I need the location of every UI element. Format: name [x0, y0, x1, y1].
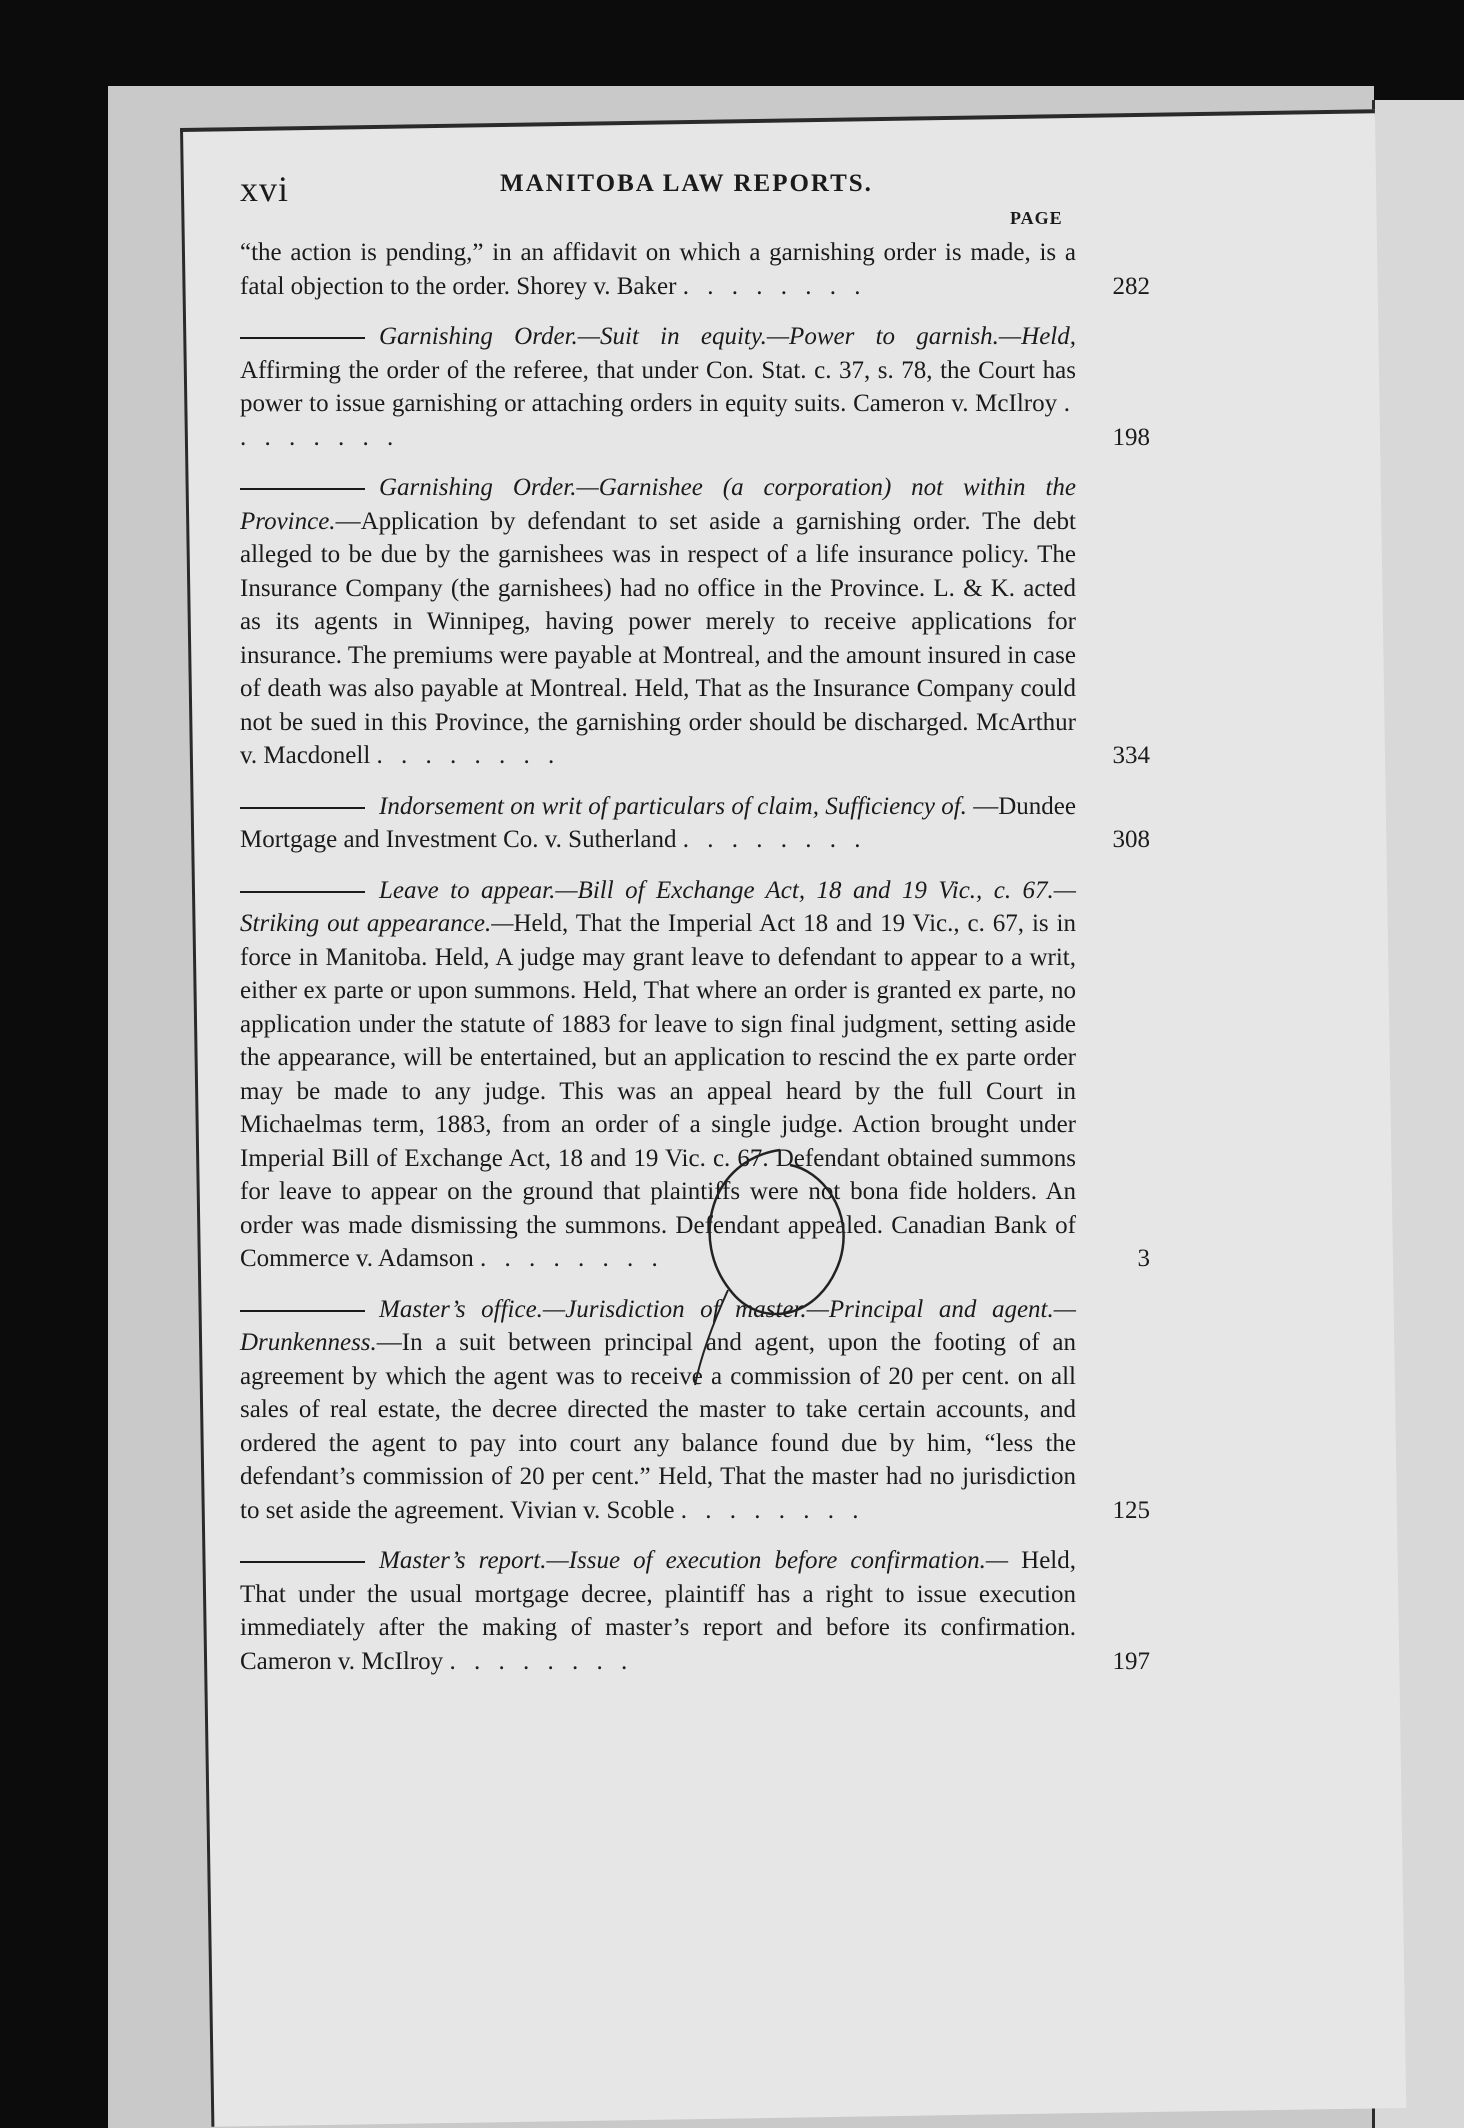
- ditto-dash: [240, 337, 365, 339]
- entry-heading: Leave to appear.—Bill of Exchange Act, 18 and 19 Vic., c. 67.—Striking out appearance.—: [240, 876, 1076, 937]
- entry-body: —Application by defendant to set aside a garnishing order. The debt alleged to be due by the garnishees was in respect of a life insurance policy. The Insurance Company (the garnishees) had no office in the Province. L. & K. acted as its agents in Winnipeg, having power merely to receive applications for insurance. The premiums were payable at Montreal, and the amount insured in case of death was also payable at Montreal. Held, That as the Insurance Company could not be sued in this Province, the garnishing order should be discharged. McArthur v. Macdonell: [240, 507, 1076, 769]
- index-entry: [240, 1293, 1150, 1528]
- page-header: [240, 168, 1120, 208]
- index-entry: [240, 471, 1150, 773]
- page-number: 334: [1112, 742, 1150, 769]
- dot-leaders: . . . . . . . .: [680, 1496, 865, 1524]
- entry-heading: Garnishing Order.—Suit in equity.—Power to garnish.—Held,: [379, 323, 1076, 350]
- page-number: 308: [1112, 826, 1150, 853]
- page-number: 197: [1112, 1647, 1150, 1675]
- entry-text: [240, 236, 1076, 303]
- entry-body: “the action is pending,” in an affidavit on which a garnishing order is made, is a fatal objection to the order. Shorey v. Baker: [240, 239, 1076, 300]
- dot-leaders: . . . . . . . .: [480, 1245, 664, 1272]
- entry-text: [240, 471, 1076, 773]
- entry-text: [240, 790, 1076, 857]
- index-entry: [240, 236, 1150, 303]
- index-entry: [240, 790, 1150, 857]
- index-entry: [240, 320, 1150, 454]
- ditto-dash: [240, 1561, 365, 1563]
- ditto-dash: [240, 488, 365, 490]
- ditto-dash: [240, 1310, 365, 1312]
- entry-body: —In a suit between principal and agent, upon the footing of an agreement by which the agent was to receive a commission of 20 per cent. on all sales of real estate, the decree directed the master to take certain accounts, and ordered the agent to pay into court any balance found due by him, “less the defendant’s commission of 20 per cent.” Held, That the master had no jurisdiction to set aside the agreement. Vivian v. Scoble: [240, 1329, 1076, 1524]
- entry-heading: Master’s office.—Jurisdiction of master.—Principal and agent.—Drunkenness.: [240, 1295, 1076, 1356]
- page-number: 125: [1112, 1496, 1150, 1524]
- ditto-dash: [240, 891, 365, 893]
- dot-leaders: . . . . . . . .: [682, 826, 867, 853]
- page-number: 198: [1112, 423, 1150, 451]
- running-head: MANITOBA LAW REPORTS.: [500, 170, 873, 197]
- page-number: 282: [1112, 272, 1150, 300]
- entry-heading: Indorsement on writ of particulars of claim, Sufficiency of.: [379, 792, 967, 820]
- entry-text: [240, 874, 1076, 1276]
- dot-leaders: . . . . . . . .: [376, 742, 561, 769]
- dot-leaders: . . . . . . . .: [682, 272, 867, 300]
- entry-body: Held, That under the usual mortgage decree, plaintiff has a right to issue execution immediately after the making of master’s report and before its confirmation. Cameron v. McIlroy: [240, 1547, 1077, 1675]
- entry-body: Affirming the order of the referee, that under Con. Stat. c. 37, s. 78, the Court has power to issue garnishing or attaching orders in equity suits. Cameron v. McIlroy: [240, 356, 1076, 417]
- ditto-dash: [240, 807, 365, 809]
- entry-heading: Master’s report.—Issue of execution before confirmation.—: [379, 1547, 1009, 1574]
- entry-text: [240, 1293, 1076, 1528]
- entry-text: [240, 1544, 1076, 1678]
- index-body: [240, 236, 1150, 1695]
- entry-text: [240, 320, 1076, 454]
- index-entry: [240, 874, 1150, 1276]
- dot-leaders: . . . . . . . .: [240, 390, 1077, 451]
- dot-leaders: . . . . . . . .: [449, 1647, 634, 1675]
- entry-body: Held, That the Imperial Act 18 and 19 Vic., c. 67, is in force in Manitoba. Held, A judge may grant leave to defendant to appear to a writ, either ex parte or upon summons. Held, That where an order is granted ex parte, no application under the statute of 1883 for leave to sign final judgment, setting aside the appearance, will be entertained, but an application to rescind the ex parte order may be made to any judge. This was an appeal heard by the full Court in Michaelmas term, 1883, from an order of a single judge. Action brought under Imperial Bill of Exchange Act, 18 and 19 Vic. c. 67. Defendant obtained summons for leave to appear on the ground that plaintiffs were not bona fide holders. An order was made dismissing the summons. Defendant appealed. Canadian Bank of Commerce v. Adamson: [240, 910, 1076, 1272]
- entry-heading: Garnishing Order.—Garnishee (a corporation) not within the Province.: [240, 474, 1076, 535]
- entry-body: —Dundee Mortgage and Investment Co. v. Sutherland: [240, 792, 1076, 853]
- page-number: 3: [1137, 1245, 1150, 1272]
- folio: xvi: [240, 169, 290, 209]
- page-column-heading: PAGE: [1010, 208, 1063, 228]
- index-entry: [240, 1544, 1150, 1678]
